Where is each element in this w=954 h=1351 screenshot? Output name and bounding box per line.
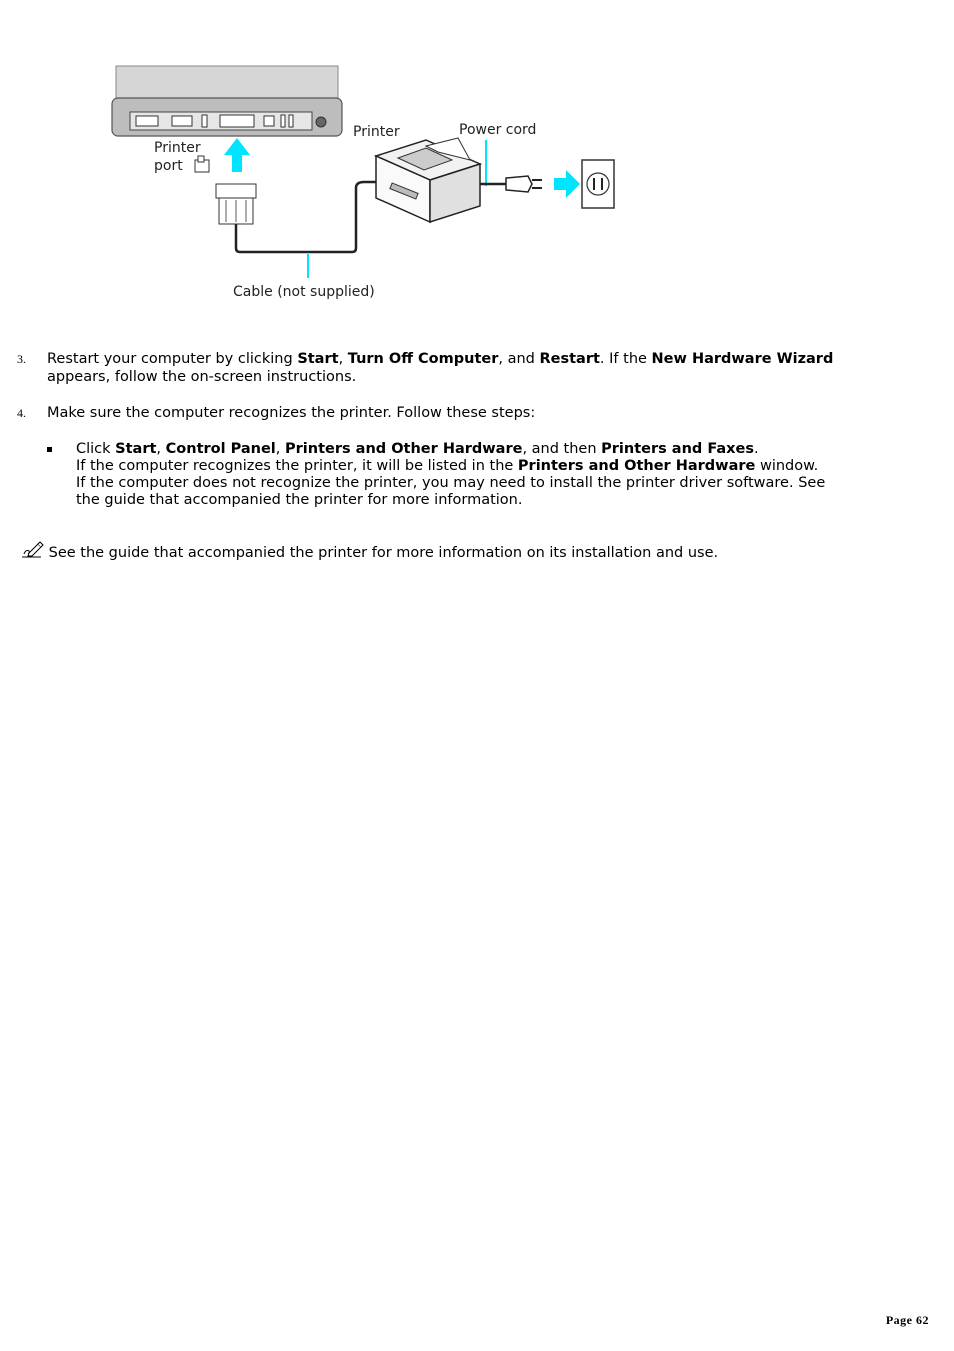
ui-term-printers-other-hardware-window: Printers and Other Hardware	[517, 458, 756, 474]
printer-connection-diagram	[108, 60, 628, 310]
ui-term-new-hardware-wizard: New Hardware Wizard	[651, 351, 834, 367]
ui-term-printers-and-faxes: Printers and Faxes	[601, 441, 754, 457]
ui-term-start: Start	[115, 441, 157, 457]
port-usb-c	[289, 115, 293, 127]
port-lan	[264, 116, 274, 126]
port-usb-a	[202, 115, 207, 127]
step-4-text: Make sure the computer recognizes the printer. Follow these steps:	[47, 405, 536, 421]
ui-term-turn-off-computer: Turn Off Computer	[347, 351, 499, 367]
port-vga	[136, 116, 158, 126]
note-pencil-icon	[20, 541, 44, 559]
arrow-to-outlet	[554, 170, 580, 198]
step-3-text: Restart your computer by clicking Start, Turn Off Computer, and Restart. If the New Hardware Wizard appears, follow the on-screen instructions.	[47, 351, 834, 385]
page-number: Page 62	[885, 1313, 929, 1327]
ui-term-restart: Restart	[539, 351, 600, 367]
diagram-svg	[108, 60, 628, 310]
ui-term-start: Start	[297, 351, 339, 367]
ui-term-printers-other-hardware: Printers and Other Hardware	[285, 441, 523, 457]
printer-port-icon	[195, 156, 209, 172]
power-jack	[316, 117, 326, 127]
bullet-icon	[47, 447, 52, 452]
laptop-lid	[116, 66, 338, 100]
power-plug	[506, 176, 542, 192]
note	[20, 541, 920, 562]
printer-illustration	[376, 138, 480, 222]
wall-outlet	[582, 160, 614, 208]
note-text: See the guide that accompanied the printer for more information on its installation and use.	[48, 545, 719, 561]
port-printer	[220, 115, 254, 127]
step-number: 4.	[17, 406, 26, 420]
label-power-cord: Power cord	[459, 122, 537, 138]
step-number: 3.	[17, 352, 26, 366]
ui-term-control-panel: Control Panel	[165, 441, 276, 457]
port-usb-b	[281, 115, 285, 127]
substep-text: Click Start, Control Panel, Printers and Other Hardware, and then Printers and Faxes. If the computer recognizes the printer, it will be listed in the Printers and Other Hardware window. If the computer does not recognize the printer, you may need to install the printer driver software. See the guide that accompanied the printer for more information.	[76, 441, 826, 508]
label-cable: Cable (not supplied)	[233, 284, 375, 300]
label-printer-port-1: Printer	[154, 140, 201, 156]
cable-connector-top	[216, 184, 256, 198]
printer-cable	[236, 182, 378, 252]
label-printer: Printer	[353, 124, 400, 140]
label-printer-port-2: port	[154, 158, 183, 174]
arrow-to-port	[224, 138, 250, 172]
port-serial	[172, 116, 192, 126]
